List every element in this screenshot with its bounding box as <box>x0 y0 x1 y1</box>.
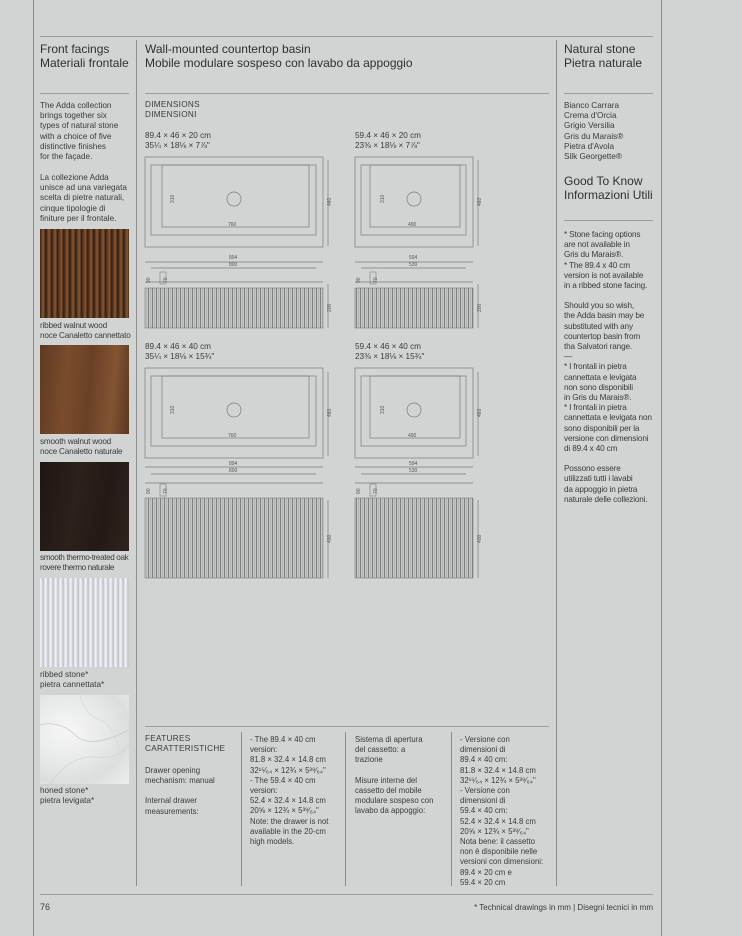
text-line: - Versione con <box>460 786 510 796</box>
text-line: * I frontali in pietra <box>564 362 627 372</box>
text-line: non è disponibile nelle <box>460 847 538 857</box>
dim-label: 400 <box>327 534 333 543</box>
text-line: Gris du Marais®. <box>564 250 624 260</box>
title-metric: 89.4 × 46 × 40 cm <box>145 342 211 351</box>
text-line: naturale delle collezioni. <box>564 494 648 504</box>
text-line: 81.8 × 32.4 × 14.8 cm <box>460 765 536 775</box>
text-line: modulare sospeso con <box>355 796 434 806</box>
text-line: 52.4 × 32.4 × 14.8 cm <box>460 816 536 826</box>
label-en: DIMENSIONS <box>145 100 200 109</box>
right-heading <box>564 42 659 70</box>
text-line: cinque tipologie di <box>40 203 106 213</box>
list-item: Gris du Marais® <box>564 131 624 141</box>
ribbed-front <box>145 288 323 328</box>
dim-label: 760 <box>228 222 237 228</box>
text-line: in a ribbed stone facing. <box>564 281 648 291</box>
text-line: high models. <box>250 837 295 847</box>
text-line: scelta di pietre naturali, <box>40 193 125 203</box>
text-line: * Stone facing options <box>564 230 641 239</box>
text-line: sono disponibili per la <box>564 423 640 433</box>
text-line: brings together six <box>40 111 107 121</box>
text-line: La collezione Adda <box>40 173 109 182</box>
dim-label: 90 <box>356 488 362 494</box>
dim-label: 400 <box>477 534 483 543</box>
label-it: DIMENSIONI <box>145 110 197 119</box>
features-col1 <box>145 766 240 817</box>
basin-outline <box>355 157 473 247</box>
title-metric: 59.4 × 46 × 40 cm <box>355 342 421 351</box>
text-line: - The 59.4 × 40 cm <box>250 775 316 785</box>
dim-label: 70 <box>163 488 169 494</box>
text-line: Nota bene: il cassetto <box>460 837 535 847</box>
text-line <box>355 766 450 776</box>
caption-it: noce Canaletto cannettato <box>40 331 131 341</box>
good-to-know-heading <box>564 174 659 202</box>
caption-it: noce Canaletto naturale <box>40 447 123 457</box>
caption-en: smooth walnut wood <box>40 437 112 446</box>
text-line: trazione <box>355 755 383 765</box>
dim-label: 894 <box>229 255 238 261</box>
text-line: version: <box>250 786 278 796</box>
ribbed-front <box>355 498 473 578</box>
heading-it: Informazioni Utili <box>564 188 653 202</box>
dim-label: 760 <box>228 433 237 439</box>
text-line: 32¹⁵⁄₆₄ × 12¾ × 5³⁹⁄₆₄" <box>250 765 326 775</box>
dim-label: 200 <box>327 303 333 312</box>
list-item: Grigio Versilia <box>564 121 615 131</box>
text-line: Misure interne del <box>355 775 417 785</box>
text-line: del cassetto: a <box>355 745 406 755</box>
label-en: FEATURES <box>145 734 191 743</box>
features-col3 <box>355 735 450 816</box>
text-line: unisce ad una variegata <box>40 183 127 193</box>
dim-label: 594 <box>409 461 418 467</box>
caption-en: ribbed walnut wood <box>40 321 107 330</box>
text-line: types of natural stone <box>40 121 119 131</box>
text-line: dimensioni di <box>460 796 506 806</box>
dim-label: 460 <box>327 408 333 417</box>
text-line: 81.8 × 32.4 × 14.8 cm <box>250 755 326 765</box>
text-line: * I frontali in pietra <box>564 403 627 413</box>
text-line: di 89.4 x 40 cm <box>564 444 618 454</box>
drain-hole <box>227 403 241 417</box>
dim-label: 894 <box>229 461 238 467</box>
text-line: versione con dimensioni <box>564 433 649 443</box>
text-line: measurements: <box>145 806 199 816</box>
text-line <box>564 454 658 464</box>
dim-label: 310 <box>170 405 176 414</box>
notes <box>564 230 658 505</box>
drain-hole <box>407 192 421 206</box>
features-col2 <box>250 735 345 847</box>
text-line: 32¹⁵⁄₆₄ × 12¾ × 5³⁹⁄₆₄" <box>460 775 536 785</box>
text-line: — <box>564 352 573 362</box>
dim-label: 310 <box>380 194 386 203</box>
text-line: version is not available <box>564 270 644 280</box>
text-line: with a choice of five <box>40 131 112 141</box>
text-line: version: <box>250 745 278 755</box>
text-line <box>564 291 658 301</box>
text-line: 89.4 × 40 cm: <box>460 755 508 765</box>
dim-label: 310 <box>170 194 176 203</box>
text-line: - Versione con <box>460 735 510 744</box>
text-line: Should you so wish, <box>564 301 634 311</box>
heading-it: Mobile modulare sospeso con lavabo da appoggio <box>145 56 413 70</box>
ribbed-front <box>145 498 323 578</box>
dim-label: 490 <box>408 222 417 228</box>
features-divider <box>241 732 242 886</box>
text-line: - The 89.4 × 40 cm <box>250 735 316 744</box>
text-line: 89.4 × 20 cm e <box>460 867 512 877</box>
text-line: Internal drawer <box>145 796 198 806</box>
features-col4 <box>460 735 555 888</box>
features-divider <box>345 732 346 886</box>
list-item: Bianco Carrara <box>564 101 620 110</box>
title-metric: 59.4 × 46 × 20 cm <box>355 131 421 140</box>
dim-label: 310 <box>380 405 386 414</box>
caption-it: rovere thermo naturale <box>40 563 115 573</box>
text-line: The Adda collection <box>40 101 112 110</box>
text-line: 59.4 × 40 cm: <box>460 806 508 816</box>
dim-label: 200 <box>477 303 483 312</box>
text-line: Note: the drawer is not <box>250 816 329 826</box>
dim-label: 70 <box>163 277 169 283</box>
text-line: cassetto del mobile <box>355 785 422 795</box>
text-line: in Gris du Marais®. <box>564 393 632 403</box>
text-line: lavabo da appoggio: <box>355 806 426 816</box>
title-imperial: 35¼ × 18⅛ × 15¾" <box>145 352 215 361</box>
heading-en: Natural stone <box>564 42 636 56</box>
text-line: finiture per il frontale. <box>40 213 117 223</box>
text-line: the Adda basin may be <box>564 311 645 321</box>
text-line: dimensioni di <box>460 745 506 755</box>
text-line: non sono disponibili <box>564 382 633 392</box>
title-imperial: 23⅜ × 18⅛ × 15¾" <box>355 352 425 361</box>
text-line: Drawer opening <box>145 766 201 775</box>
text-line: cannettata e levigata non <box>564 413 652 423</box>
text-line: tha Salvatori range. <box>564 342 633 352</box>
caption-en: smooth thermo-treated oak <box>40 553 129 562</box>
text-line: 20⅝ × 12¾ × 5³⁹⁄₆₄" <box>250 806 319 816</box>
dim-label: 530 <box>409 468 418 474</box>
heading-en: Wall-mounted countertop basin <box>145 42 311 56</box>
title-imperial: 23⅜ × 18⅛ × 7⅞" <box>355 141 420 150</box>
page-number: 76 <box>40 902 51 912</box>
basin-bowl <box>162 376 309 438</box>
drain-hole <box>227 192 241 206</box>
text-line: Sistema di apertura <box>355 735 423 744</box>
caption-en: honed stone* <box>40 786 89 795</box>
dim-label: 90 <box>146 488 152 494</box>
text-line: 20⅝ × 12¾ × 5³⁹⁄₆₄" <box>460 826 529 836</box>
text-line: available in the 20-cm <box>250 826 326 836</box>
dim-label: 70 <box>373 488 379 494</box>
list-item: Pietra d'Avola <box>564 141 615 151</box>
dim-label: 70 <box>373 277 379 283</box>
stone-list <box>564 101 656 162</box>
heading-en: Good To Know <box>564 174 643 188</box>
text-line: versioni con dimensioni: <box>460 857 544 867</box>
list-item: Silk Georgette® <box>564 152 622 162</box>
text-line <box>145 786 240 796</box>
dim-label: 490 <box>408 433 417 439</box>
heading-it: Pietra naturale <box>564 56 643 70</box>
text-line: countertop basin from <box>564 331 641 341</box>
dim-label: 800 <box>229 468 238 474</box>
dim-label: 530 <box>409 262 418 268</box>
basin-outline <box>355 368 473 458</box>
title-metric: 89.4 × 46 × 20 cm <box>145 131 211 140</box>
heading-en: Front facings <box>40 42 110 56</box>
dim-label: 594 <box>409 255 418 261</box>
features-label <box>145 734 225 754</box>
text-line: 52.4 × 32.4 × 14.8 cm <box>250 796 326 806</box>
title-imperial: 35¼ × 18⅛ × 7⅞" <box>145 141 210 150</box>
features-divider <box>451 732 452 886</box>
drain-hole <box>407 403 421 417</box>
text-line: are not available in <box>564 240 630 250</box>
text-line: da appoggio in pietra <box>564 484 638 494</box>
caption-it: pietra levigata* <box>40 796 95 806</box>
dim-label: 460 <box>327 197 333 206</box>
dim-label: 800 <box>229 262 238 268</box>
footer-note: * Technical drawings in mm | Disegni tecnici in mm <box>474 903 653 912</box>
text-line: utilizzati tutti i lavabi <box>564 474 633 484</box>
text-line: for the façade. <box>40 152 93 162</box>
dim-label: 460 <box>477 408 483 417</box>
basin-bowl <box>162 165 309 227</box>
text-line: * The 89.4 x 40 cm <box>564 260 630 270</box>
text-line: distinctive finishes <box>40 141 106 151</box>
list-item: Crema d'Orcia <box>564 111 617 121</box>
text-line: cannettata e levigata <box>564 372 637 382</box>
text-line: mechanism: manual <box>145 776 215 786</box>
label-it: CARATTERISTICHE <box>145 744 226 753</box>
dim-label: 90 <box>146 277 152 283</box>
dim-label: 460 <box>477 197 483 206</box>
text-line: Possono essere <box>564 464 621 474</box>
text-line: substituted with any <box>564 321 633 331</box>
text-line: 59.4 × 20 cm <box>460 877 506 887</box>
caption-en: ribbed stone* <box>40 670 89 679</box>
ribbed-front <box>355 288 473 328</box>
heading-it: Materiali frontale <box>40 56 129 70</box>
dim-label: 90 <box>356 277 362 283</box>
caption-it: pietra cannettata* <box>40 680 105 690</box>
